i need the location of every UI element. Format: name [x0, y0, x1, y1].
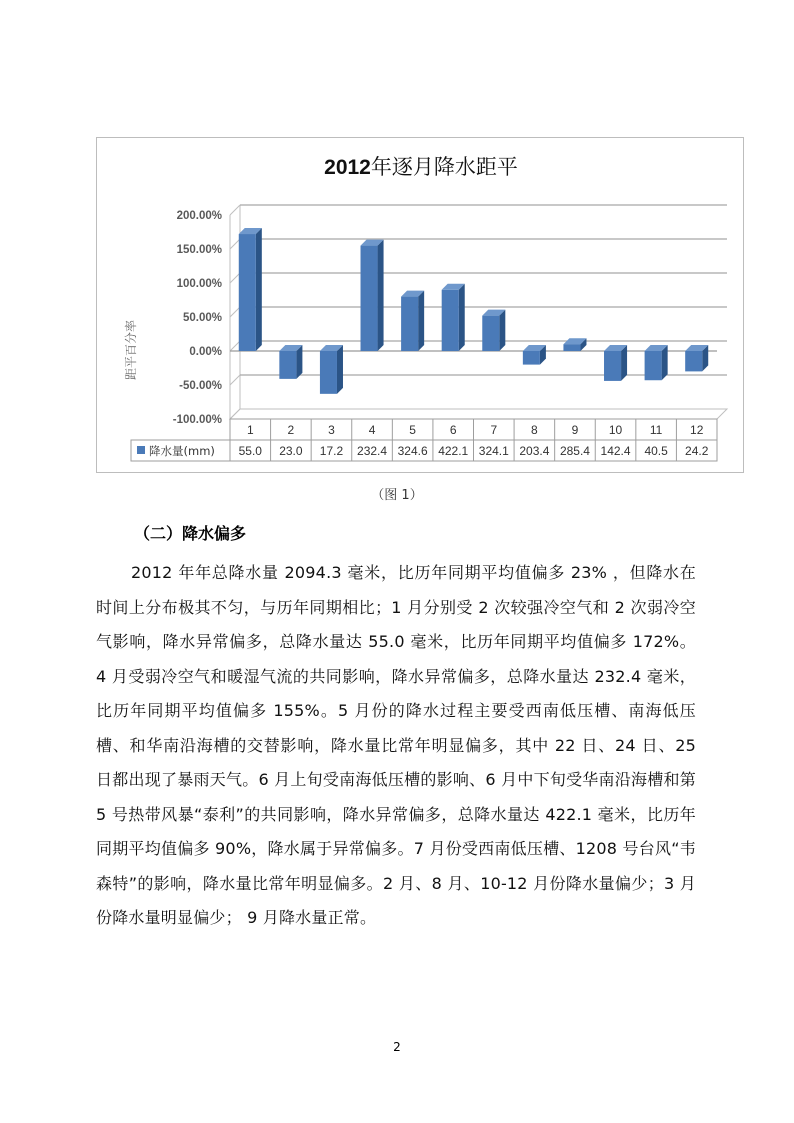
bar-front: [442, 290, 459, 351]
x-tick-label: 5: [409, 423, 416, 437]
bar-side: [378, 240, 384, 351]
bar-month-3: [320, 345, 343, 394]
data-table-value: 17.2: [319, 444, 344, 458]
bar-front: [279, 351, 296, 379]
bars: [239, 228, 708, 394]
chart-floor: [230, 409, 727, 419]
bar-front: [563, 344, 580, 351]
bar-month-8: [523, 345, 546, 365]
bar-month-12: [685, 345, 708, 371]
figure-caption: （图 1）: [371, 488, 423, 503]
x-tick-label: 6: [449, 423, 457, 437]
data-table-value: 422.1: [438, 444, 469, 458]
precipitation-anomaly-chart: [97, 138, 745, 474]
bar-front: [523, 351, 540, 365]
y-tick-label: -50.00%: [179, 380, 222, 392]
gridline-depth: [230, 375, 240, 385]
data-table-value: 324.1: [478, 444, 509, 458]
gridline-depth: [230, 307, 240, 317]
data-table-value: 324.6: [397, 444, 428, 458]
x-tick-label: 2: [287, 423, 295, 437]
y-tick-label: 100.00%: [176, 278, 222, 290]
bar-month-10: [604, 345, 627, 381]
gridlines: [230, 205, 727, 419]
bar-front: [482, 316, 499, 351]
bar-side: [418, 291, 424, 351]
bar-month-5: [401, 291, 424, 351]
legend-swatch: [137, 446, 145, 454]
x-tick-label: 4: [368, 423, 376, 437]
y-tick-label: 200.00%: [176, 210, 222, 222]
data-table-value: 142.4: [600, 444, 631, 458]
bar-front: [320, 351, 337, 394]
x-tick-label: 11: [649, 423, 663, 437]
bar-month-11: [645, 345, 668, 380]
x-tick-label: 3: [328, 423, 335, 437]
bar-month-4: [361, 240, 384, 351]
data-table-value: 232.4: [357, 444, 388, 458]
y-tick-label: 0.00%: [189, 346, 222, 358]
gridline-depth: [230, 341, 240, 351]
y-axis-label: 距平百分率: [124, 319, 138, 381]
bar-side: [256, 228, 262, 351]
x-tick-label: 8: [531, 423, 538, 437]
bar-side: [621, 345, 627, 381]
chart-title: [324, 156, 518, 179]
y-tick-label: 150.00%: [176, 244, 222, 256]
bar-front: [645, 351, 662, 380]
bar-front: [685, 351, 702, 371]
bar-front: [361, 246, 378, 351]
section-heading: （二）降水偏多: [134, 524, 247, 543]
data-table-value: 23.0: [279, 444, 303, 458]
bar-month-6: [442, 284, 465, 351]
y-tick-label: -100.00%: [172, 414, 222, 426]
gridline-depth: [230, 239, 240, 249]
data-table-value: 24.2: [685, 444, 709, 458]
bar-month-9: [563, 338, 586, 351]
chart-title-text: 年逐月降水距平: [370, 156, 518, 179]
bar-front: [401, 297, 418, 351]
x-tick-label: 12: [690, 423, 704, 437]
bar-month-2: [279, 345, 302, 379]
chart-frame: [96, 137, 744, 473]
bar-front: [604, 351, 621, 381]
bar-side: [337, 345, 343, 394]
x-tick-label: 10: [608, 423, 623, 437]
bar-side: [499, 310, 505, 351]
page-number: 2: [393, 1040, 401, 1054]
bar-front: [239, 234, 256, 351]
x-tick-label: 9: [571, 423, 579, 437]
x-tick-label: 7: [490, 423, 498, 437]
bar-side: [459, 284, 465, 351]
data-table-value: 285.4: [559, 444, 590, 458]
body-paragraph: 2012 年年总降水量 2094.3 毫米，比历年同期平均值偏多 23% ，但降水在时间上分布极其不匀，与历年同期相比；1 月分别受 2 次较强冷空气和 2 次弱冷空气影响，降水异常偏多，总降水量达 55.0 毫米，比历年同期平均值偏多 172%。 4 月受弱冷空气和暖湿气流的共同影响，降水异常偏多，总降水量达 232.4 毫米，比历年同期平均值偏多 155%。5 月份的降水过程主要受西南低压槽、南海低压槽、和华南沿海槽的交替影响，降水量比常年明显偏多，其中 22 日、24 日、25 日都出现了暴雨天气。6 月上旬受南海低压槽的影响、6 月中下旬受华南沿海槽和第 5 号热带风暴“泰利”的共同影响，降水异常偏多，总降水量达 422.1 毫米，比历年同期平均值偏多 90%，降水属于异常偏多。7 月份受西南低压槽、1208 号台风“韦森特”的影响，降水量比常年明显偏多。2 月、8 月、10-12 月份降水量偏少；3 月份降水量明显偏少； 9 月降水量正常。: [96, 563, 696, 927]
y-tick-labels: [173, 210, 222, 426]
gridline-depth: [230, 273, 240, 283]
y-tick-label: 50.00%: [182, 312, 222, 324]
legend-label: 降水量(mm): [149, 444, 215, 458]
gridline-depth: [230, 205, 240, 215]
bar-side: [662, 345, 668, 380]
bar-month-1: [239, 228, 262, 351]
data-table-value: 203.4: [519, 444, 550, 458]
data-table-value: 40.5: [644, 444, 668, 458]
data-table-value: 55.0: [238, 444, 262, 458]
chart-title-year: 2012: [324, 156, 371, 179]
bar-month-7: [482, 310, 505, 351]
x-tick-label: 1: [246, 423, 254, 437]
